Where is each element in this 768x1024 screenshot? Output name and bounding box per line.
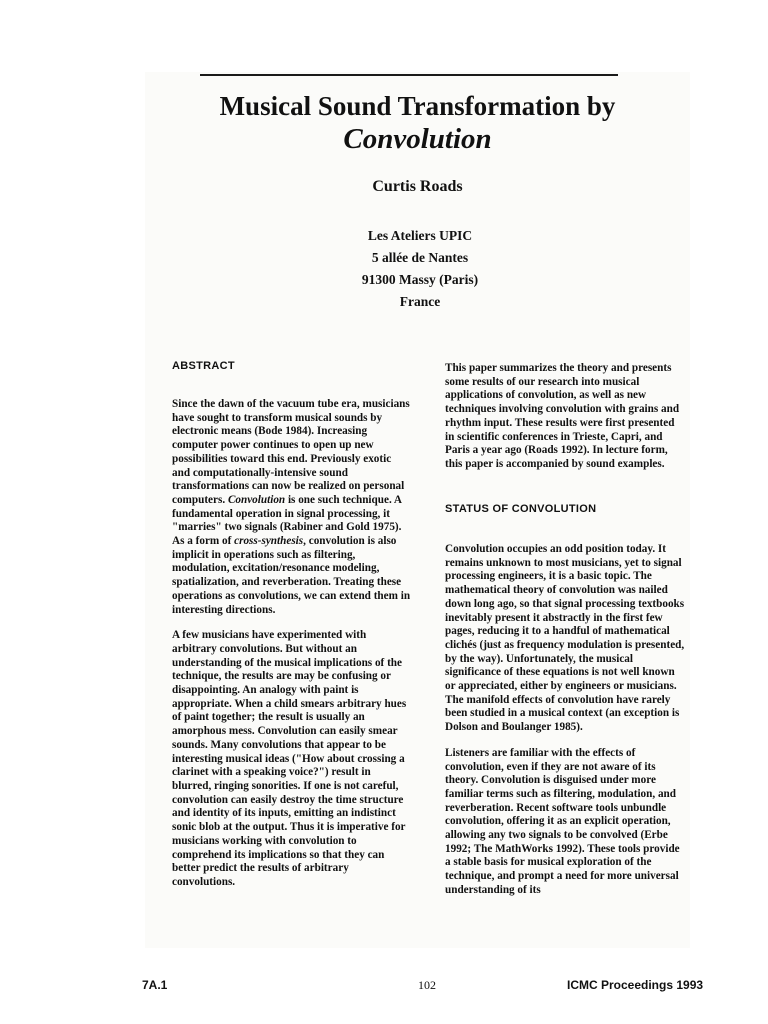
footer-proceedings: ICMC Proceedings 1993 bbox=[567, 978, 704, 992]
left-column bbox=[172, 398, 412, 902]
abstract-paragraph bbox=[172, 398, 412, 617]
text-run: , convolution is also implicit in operations such as filtering, modulation, excitation/resonance modeling, spatialization, and reverberation. Treating these operations as convolutions, we can extend them in interesting directions. bbox=[172, 535, 411, 616]
paper-title-line-1: Musical Sound Transformation by bbox=[219, 91, 616, 121]
paper-title-line-2: Convolution bbox=[343, 123, 492, 155]
footer-session-label: 7A.1 bbox=[142, 978, 168, 992]
author-name: Curtis Roads bbox=[372, 178, 463, 195]
status-paragraph: Listeners are familiar with the effects of convolution, even if they are not aware of its theory. Convolution is disguised under more familiar terms such as filtering, modulation, and reverberation. Recent software tools unbundle convolution, offering it as an explicit operation, allowing any two signals to be convolved (Erbe 1992; The MathWorks 1992). These tools provide a stable basis for musical exploration of the technique, and prompt a need for more universal understanding of its bbox=[445, 746, 680, 896]
title-rule bbox=[200, 74, 618, 76]
text-run: is one such technique. A fundamental operation in signal processing, it "marries" two signals (Rabiner and Gold 1975). As a form of bbox=[172, 493, 402, 548]
text-run-italic: Convolution bbox=[227, 493, 286, 506]
intro-paragraph: This paper summarizes the theory and presents some results of our research into musical applications of convolution, as well as new techniques involving convolution with grains and rhythm input. These results were first presented in scientific conferences in Trieste, Capri, and Paris a year ago (Roads 1992). In lecture form, this paper is accompanied by sound examples. bbox=[445, 362, 680, 470]
affiliation-line: Les Ateliers UPIC bbox=[367, 228, 473, 243]
status-heading: STATUS OF CONVOLUTION bbox=[445, 503, 597, 515]
affiliation-block bbox=[290, 225, 550, 313]
footer-page-number: 102 bbox=[418, 978, 436, 992]
right-column-status bbox=[445, 543, 685, 910]
affiliation-line: 5 allée de Nantes bbox=[371, 250, 469, 265]
abstract-paragraph: A few musicians have experimented with arbitrary convolutions. But without an understanding of the musical implications of the technique, the results are may be confusing or disappointing. An analogy with paint is appropriate. When a child smears arbitrary hues of paint together; the result is usually an amorphous mess. Convolution can easily smear sounds. Many convolutions that appear to be interesting musical ideas ("How about crossing a clarinet with a speaking voice?") result in blurred, ringing sonorities. If one is not careful, convolution can easily destroy the time structure and identity of its inputs, emitting an indistinct sonic blob at the output. Thus it is imperative for musicians working with convolution to comprehend its implications so that they can better predict the results of arbitrary convolutions. bbox=[172, 629, 407, 888]
affiliation-line: 91300 Massy (Paris) bbox=[361, 272, 479, 287]
status-paragraph: Convolution occupies an odd position today. It remains unknown to most musicians, yet to signal processing engineers, it is a basic topic. The mathematical theory of convolution was nailed down long ago, so that signal processing textbooks inevitably present it abstractly in the first few pages, reducing it to a handful of mathematical clichés (just as frequency modulation is presented, by the way). Unfortunately, the musical significance of these equations is not well known or appreciated, either by engineers or musicians. The manifold effects of convolution have rarely been studied in a musical context (an exception is Dolson and Boulanger 1985). bbox=[445, 543, 685, 734]
text-run-italic: cross-synthesis bbox=[234, 535, 304, 548]
text-run: Since the dawn of the vacuum tube era, musicians have sought to transform musical sounds by electronic means (Bode 1984). Increasing computer power continues to open up new possibilities toward this end. Previously exotic and computationally-intensive sound transformations can now be realized on personal computers. bbox=[172, 398, 410, 506]
right-column-intro bbox=[445, 362, 685, 484]
affiliation-line: France bbox=[399, 294, 441, 309]
abstract-heading: ABSTRACT bbox=[172, 360, 235, 372]
